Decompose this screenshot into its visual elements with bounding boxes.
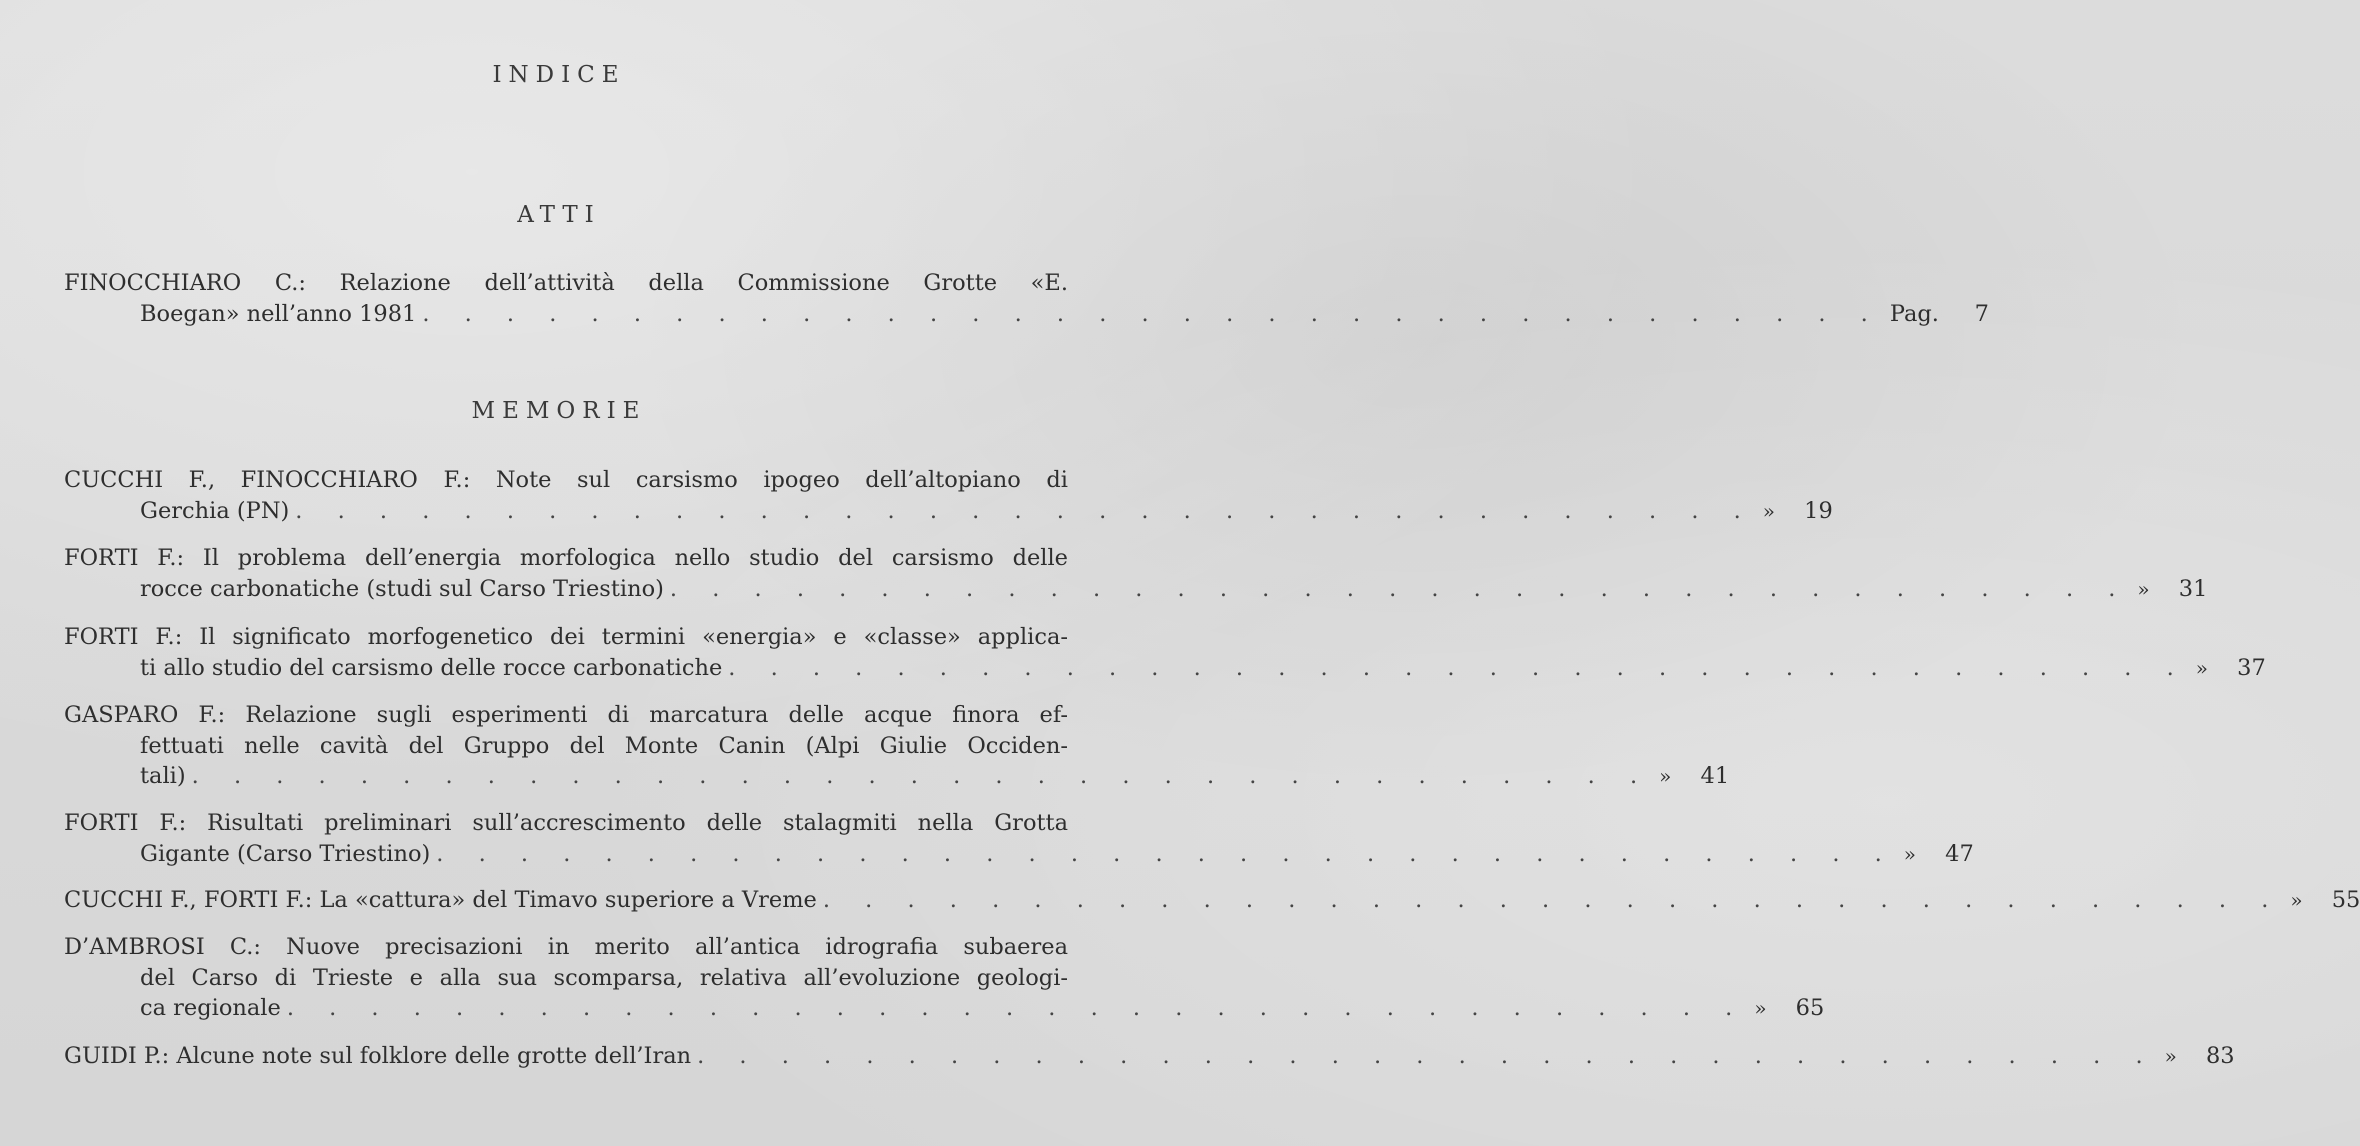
dot-leader: . . . . . . . . . . . . . . . . . . . . . . . . . . . . . . . . . . .: [191, 763, 1652, 789]
toc-entry-line: [64, 543, 1068, 574]
toc-entry-line: [64, 700, 1068, 731]
toc-entry-text: ca regionale: [140, 995, 281, 1021]
toc-entry-cucchi-finocchiaro: [64, 465, 1833, 526]
toc-entry-text: del Carso di Trieste e alla sua scomparsa, relativa all’evoluzione geologi-: [140, 964, 1068, 991]
ditto-mark: »: [1754, 996, 1767, 1020]
toc-entry-finocchiaro: [64, 268, 1989, 329]
dot-leader: . . . . . . . . . . . . . . . . . . . . . . . . . . . . . . . . . . .: [295, 497, 1755, 524]
toc-entry-dambrosi: [64, 932, 1825, 1024]
toc-entry-line: [64, 808, 1068, 839]
toc-entry-gasparo: [64, 700, 1730, 792]
page-number: 47: [1945, 840, 1974, 867]
toc-entry-line: [64, 932, 1068, 963]
toc-entry-text: GUIDI P.: Alcune note sul folklore delle grotte dell’Iran: [64, 1043, 692, 1069]
toc-entry-text: ti allo studio del carsismo delle rocce carbonatiche: [140, 654, 723, 681]
dot-leader: . . . . . . . . . . . . . . . . . . . . . . . . . . . . . . . . . . .: [286, 995, 1747, 1021]
page-number: 19: [1804, 497, 1833, 524]
toc-entry-line: [64, 653, 2266, 684]
toc-entry-text: Gerchia (PN): [140, 497, 290, 524]
toc-entry-line: [64, 465, 1068, 496]
ditto-mark: »: [2137, 576, 2150, 601]
toc-entry-text: D’AMBROSI C.: Nuove precisazioni in merito all’antica idrografia subaerea: [64, 934, 1068, 960]
toc-entry-text: GASPARO F.: Relazione sugli esperimenti di marcatura delle acque finora ef-: [64, 702, 1068, 728]
toc-entry-forti-stalagmiti: [64, 808, 1974, 869]
toc-entry-line: [64, 963, 1068, 994]
toc-entry-line: [64, 885, 2360, 916]
toc-entry-text: FORTI F.: Risultati preliminari sull’accrescimento delle stalagmiti nella Grotta: [64, 810, 1068, 836]
toc-entry-line: [64, 761, 1730, 792]
toc-entry-line: [64, 299, 1989, 330]
ditto-mark: »: [2164, 1044, 2177, 1068]
dot-leader: . . . . . . . . . . . . . . . . . . . . . . . . . . . . . . . . . . .: [422, 300, 1882, 327]
ditto-mark: »: [2195, 655, 2209, 680]
toc-entry-text: CUCCHI F., FINOCCHIARO F.: Note sul carsismo ipogeo dell’altopiano di: [64, 467, 1068, 493]
toc-entry-line: [64, 268, 1068, 299]
toc-entry-text: fettuati nelle cavità del Gruppo del Monte Canin (Alpi Giulie Occiden-: [140, 732, 1068, 759]
page-number: 37: [2237, 654, 2266, 681]
toc-entry-text: FINOCCHIARO C.: Relazione dell’attività della Commissione Grotte «E.: [64, 270, 1068, 296]
dot-leader: . . . . . . . . . . . . . . . . . . . . . . . . . . . . . . . . . . .: [697, 1043, 2157, 1069]
page-number: 83: [2205, 1043, 2235, 1069]
toc-entry-text: FORTI F.: Il problema dell’energia morfologica nello studio del carsismo delle: [64, 545, 1068, 571]
page-number: 41: [1700, 763, 1730, 789]
toc-entry-line: [64, 993, 1825, 1024]
page-number: 55: [2331, 887, 2360, 913]
toc-entry-line: [64, 1041, 2235, 1072]
toc-entry-text: CUCCHI F., FORTI F.: La «cattura» del Timavo superiore a Vreme: [64, 887, 817, 913]
toc-entry-text: rocce carbonatiche (studi sul Carso Triestino): [140, 575, 664, 602]
page-number: 31: [2178, 575, 2208, 602]
ditto-mark: »: [2290, 888, 2303, 912]
toc-entry-text: Boegan» nell’anno 1981: [140, 300, 417, 327]
toc-entry-forti-energia: [64, 543, 2208, 604]
dot-leader: . . . . . . . . . . . . . . . . . . . . . . . . . . . . . . . . . . .: [669, 575, 2130, 602]
page-number: 65: [1795, 995, 1825, 1021]
ditto-mark: »: [1762, 498, 1776, 523]
toc-entry-line: [64, 839, 1974, 870]
toc-entry-line: [64, 574, 2208, 605]
toc-entry-text: FORTI F.: Il significato morfogenetico dei termini «energia» e «classe» applica-: [64, 624, 1068, 650]
toc-entry-forti-significato: [64, 622, 2266, 683]
toc-entry-line: [64, 622, 1068, 653]
section-heading-memorie: MEMORIE: [471, 398, 647, 424]
page-label: Pag.: [1889, 300, 1939, 327]
dot-leader: . . . . . . . . . . . . . . . . . . . . . . . . . . . . . . . . . . .: [728, 654, 2188, 681]
toc-entry-line: [64, 496, 1833, 527]
dot-leader: . . . . . . . . . . . . . . . . . . . . . . . . . . . . . . . . . . .: [436, 840, 1896, 867]
toc-entry-guidi: [64, 1041, 2235, 1072]
dot-leader: . . . . . . . . . . . . . . . . . . . . . . . . . . . . . . . . . . .: [822, 887, 2283, 913]
page-number: 7: [1974, 300, 1989, 327]
section-heading-atti: ATTI: [517, 202, 601, 228]
toc-entry-cucchi-forti: [64, 885, 2360, 916]
toc-entry-text: tali): [140, 763, 186, 789]
ditto-mark: »: [1659, 764, 1672, 788]
toc-entry-line: [64, 731, 1068, 762]
index-title: INDICE: [492, 62, 626, 88]
ditto-mark: »: [1903, 841, 1917, 866]
toc-entry-text: Gigante (Carso Triestino): [140, 840, 431, 867]
